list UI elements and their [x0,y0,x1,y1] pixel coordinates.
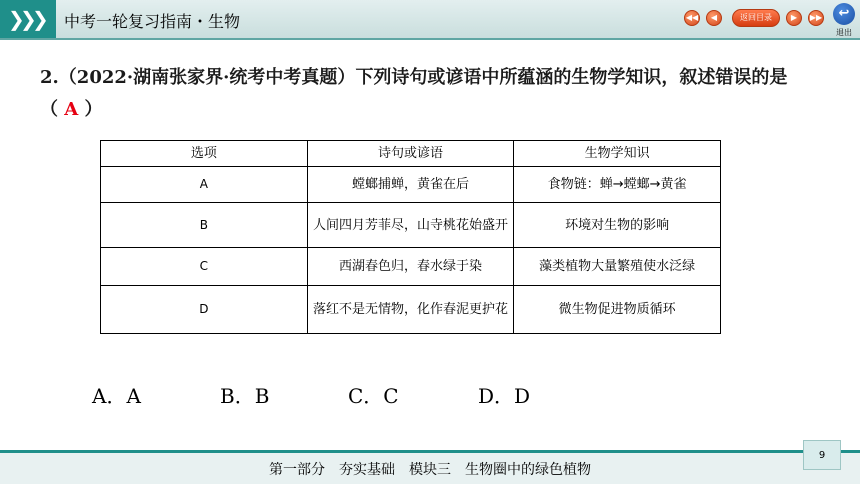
question-text [40,62,830,126]
chevron-right-icon: ❯ [8,7,25,31]
knowledge-cell: 微生物促进物质循环 [514,286,721,334]
answer-mark: A [64,99,79,120]
chevron-right-icon: ❯ [20,7,37,31]
table-header-cell: 选项 [101,141,308,167]
question-source: （2022·湖南张家界·统考中考真题） [58,67,356,88]
exit-arrow-icon: ↩ [838,6,850,21]
return-toc-button[interactable]: 返回目录 [732,9,780,27]
choice-b[interactable]: B．B [220,384,270,408]
option-letter: A [101,167,308,203]
question-close: ） [84,99,103,120]
first-page-button[interactable] [684,10,700,26]
verse-cell: 人间四月芳菲尽，山寺桃花始盛开 [307,203,514,248]
option-letter: B [101,203,308,248]
knowledge-cell: 食物链：蝉→螳螂→黄雀 [514,167,721,203]
table-row [101,248,721,286]
page-number: 9 [803,440,841,470]
next-page-button[interactable] [786,10,802,26]
exit-button[interactable] [833,3,855,25]
choice-a[interactable]: A．A [92,384,141,408]
header-title: 中考一轮复习指南・生物 [64,12,241,31]
option-letter: C [101,248,308,286]
header-accent-band [0,0,56,38]
question-number: 2. [40,67,59,88]
verse-cell: 西湖春色归，春水绿于染 [307,248,514,286]
choice-c[interactable]: C．C [348,384,399,408]
prev-page-button[interactable] [706,10,722,26]
left-arrow-icon: ◀ [710,13,718,22]
question-stem: 下列诗句或谚语中所蕴涵的生物学知识，叙述错误的是（ [40,67,788,120]
options-table [100,140,721,334]
table-row [101,286,721,334]
chevron-right-icon: ❯ [32,7,49,31]
verse-cell: 螳螂捕蝉，黄雀在后 [307,167,514,203]
footer-section-title: 第一部分 夯实基础 模块三 生物圈中的绿色植物 [269,462,591,478]
option-letter: D [101,286,308,334]
table-header-cell: 生物学知识 [514,141,721,167]
table-header-cell: 诗句或谚语 [307,141,514,167]
last-page-button[interactable] [808,10,824,26]
table-row [101,167,721,203]
footer-divider [0,450,860,453]
choice-d[interactable]: D．D [478,384,531,408]
double-right-arrow-icon: ▶▶ [809,13,823,22]
knowledge-cell: 环境对生物的影响 [514,203,721,248]
table-header-row [101,141,721,167]
exit-label: 退出 [836,28,852,37]
header-divider [0,38,860,40]
verse-cell: 落红不是无情物，化作春泥更护花 [307,286,514,334]
knowledge-cell: 藻类植物大量繁殖使水泛绿 [514,248,721,286]
double-left-arrow-icon: ◀◀ [685,13,699,22]
table-row [101,203,721,248]
right-arrow-icon: ▶ [790,13,798,22]
header-bar [0,0,860,38]
